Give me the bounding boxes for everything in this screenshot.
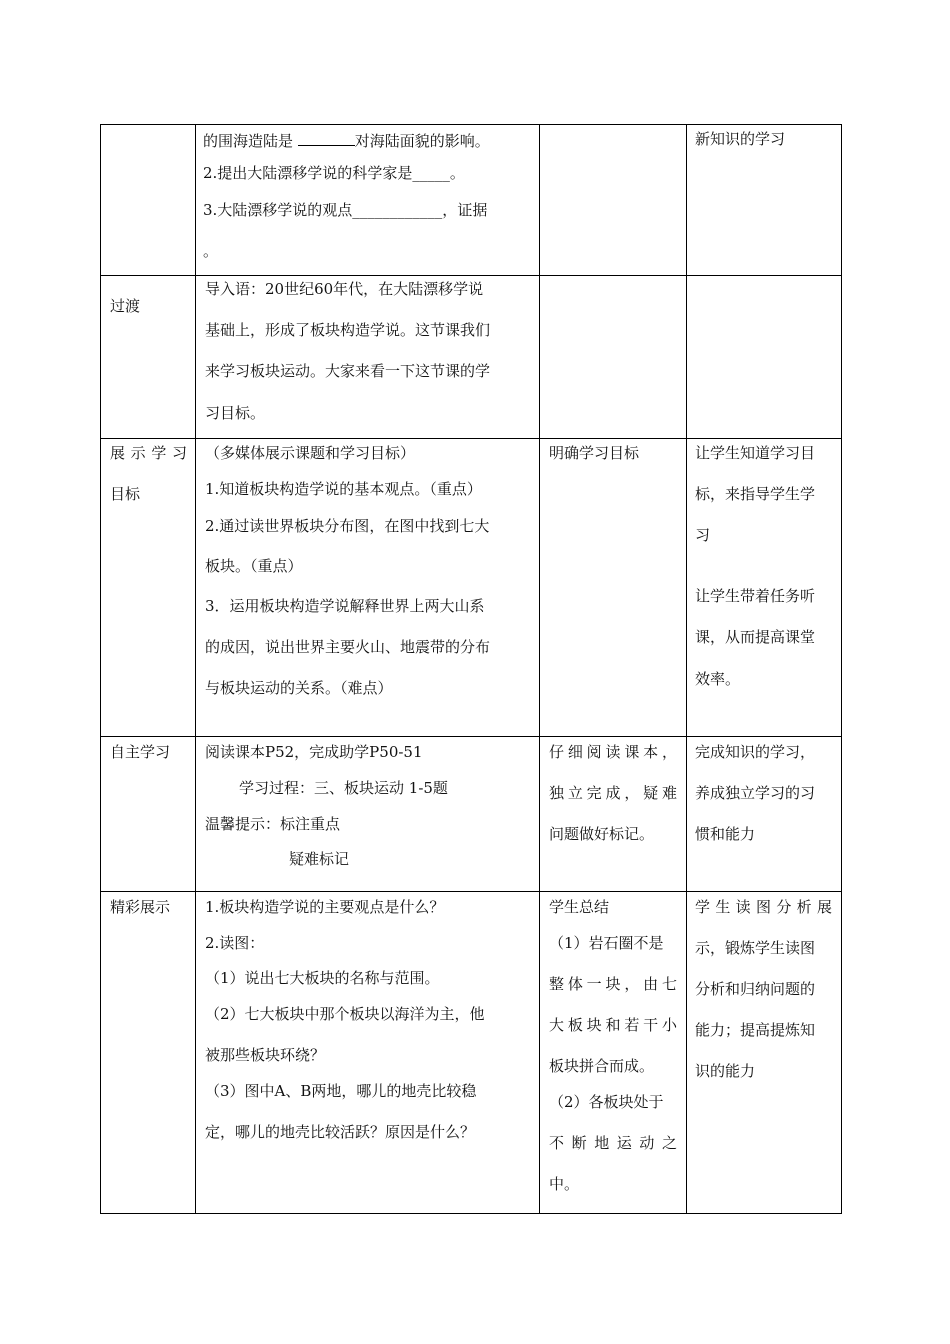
student-activity-cell xyxy=(540,892,687,1214)
content-cell xyxy=(196,892,540,1214)
content-line: 2.提出大陆漂移学说的科学家是_____。 xyxy=(203,164,465,182)
lesson-plan-table xyxy=(100,124,842,1214)
table-row xyxy=(101,439,842,737)
content-line: 2.读图： xyxy=(205,934,265,952)
table-row xyxy=(101,737,842,892)
content-line: 1.板块构造学说的主要观点是什么？ xyxy=(205,898,445,916)
student-line: 学生总结 xyxy=(549,898,610,916)
student-line: （2）各板块处于 xyxy=(549,1093,664,1111)
content-line: 的成因，说出世界主要火山、地震带的分布 xyxy=(205,638,491,656)
content-line: （3）图中A、B两地，哪儿的地壳比较稳 xyxy=(205,1082,477,1100)
intent-line: 让学生知道学习目 xyxy=(695,444,816,462)
content-line: 导入语：20世纪60年代，在大陆漂移学说 xyxy=(205,280,484,298)
student-activity-cell xyxy=(540,737,687,892)
intent-line: 分析和归纳问题的 xyxy=(695,980,816,998)
section-cell xyxy=(101,737,196,892)
student-line: 不 断 地 运 动 之 xyxy=(549,1134,677,1152)
content-line: 温馨提示：标注重点 xyxy=(205,815,341,833)
content-line: （2）七大板块中那个板块以海洋为主，他 xyxy=(205,1005,485,1023)
section-cell xyxy=(101,892,196,1214)
table-row xyxy=(101,892,842,1214)
section-cell xyxy=(101,439,196,737)
content-line: 疑难标记 xyxy=(289,850,350,868)
student-line: （1）岩石圈不是 xyxy=(549,934,664,952)
content-line: 与板块运动的关系。（难点） xyxy=(205,679,393,697)
intent-line: 惯和能力 xyxy=(695,825,756,843)
section-label: 自主学习 xyxy=(110,743,171,761)
intent-line: 课，从而提高课堂 xyxy=(695,628,816,646)
content-line: 2.通过读世界板块分布图，在图中找到七大 xyxy=(205,517,490,535)
student-line: 问题做好标记。 xyxy=(549,825,655,843)
design-intent-cell xyxy=(687,276,842,439)
content-cell xyxy=(196,125,540,276)
student-activity-cell xyxy=(540,125,687,276)
table-row xyxy=(101,276,842,439)
section-cell xyxy=(101,276,196,439)
content-line: 3．运用板块构造学说解释世界上两大山系 xyxy=(205,597,485,615)
content-line: 的围海造陆是 对海陆面貌的影响。 xyxy=(203,132,490,150)
content-line: 1.知道板块构造学说的基本观点。（重点） xyxy=(205,480,482,498)
content-line: 习目标。 xyxy=(205,404,266,422)
intent-line: 完成知识的学习， xyxy=(695,743,816,761)
intent-line: 让学生带着任务听 xyxy=(695,587,816,605)
student-line: 仔 细 阅 读 课 本 ， xyxy=(549,743,677,761)
content-cell xyxy=(196,737,540,892)
intent-line: 习 xyxy=(695,526,711,544)
design-intent-cell xyxy=(687,737,842,892)
table-row xyxy=(101,125,842,276)
content-line: 定，哪儿的地壳比较活跃？原因是什么？ xyxy=(205,1123,476,1141)
answer-blank xyxy=(298,130,355,146)
intent-line: 效率。 xyxy=(695,670,741,688)
intent-line: 示，锻炼学生读图 xyxy=(695,939,816,957)
student-line: 中。 xyxy=(549,1175,580,1193)
content-line: （1）说出七大板块的名称与范围。 xyxy=(205,969,440,987)
student-line: 独 立 完 成 ， 疑 难 xyxy=(549,784,677,802)
intent-line: 标，来指导学生学 xyxy=(695,485,816,503)
content-line: 基础上，形成了板块构造学说。这节课我们 xyxy=(205,321,491,339)
section-label: 展 示 学 习 xyxy=(110,444,187,462)
design-intent-cell xyxy=(687,892,842,1214)
intent-line: 识的能力 xyxy=(695,1062,756,1080)
content-line: 3.大陆漂移学说的观点____________，证据 xyxy=(203,201,488,219)
intent-line: 新知识的学习 xyxy=(695,130,786,148)
student-line: 大 板 块 和 若 干 小 xyxy=(549,1016,677,1034)
student-activity-cell xyxy=(540,439,687,737)
section-label: 精彩展示 xyxy=(110,898,171,916)
content-line: 来学习板块运动。大家来看一下这节课的学 xyxy=(205,362,491,380)
student-line: 明确学习目标 xyxy=(549,444,640,462)
student-line: 板块拼合而成。 xyxy=(549,1057,655,1075)
section-cell xyxy=(101,125,196,276)
content-line: （多媒体展示课题和学习目标） xyxy=(205,444,416,462)
content-line: 板块。（重点） xyxy=(205,557,303,575)
content-line: 被那些板块环绕？ xyxy=(205,1046,326,1064)
student-line: 整 体 一 块 ， 由 七 xyxy=(549,975,677,993)
content-cell xyxy=(196,439,540,737)
intent-line: 能力；提高提炼知 xyxy=(695,1021,816,1039)
content-line: 阅读课本P52，完成助学P50-51 xyxy=(205,743,423,761)
student-activity-cell xyxy=(540,276,687,439)
content-line: 学习过程：三、板块运动 1-5题 xyxy=(239,779,448,797)
section-label: 目标 xyxy=(110,485,141,503)
intent-line: 养成独立学习的习 xyxy=(695,784,816,802)
intent-line: 学 生 读 图 分 析 展 xyxy=(695,898,832,916)
design-intent-cell xyxy=(687,439,842,737)
section-label: 过渡 xyxy=(110,297,141,315)
content-cell xyxy=(196,276,540,439)
content-line: 。 xyxy=(203,242,219,260)
design-intent-cell xyxy=(687,125,842,276)
